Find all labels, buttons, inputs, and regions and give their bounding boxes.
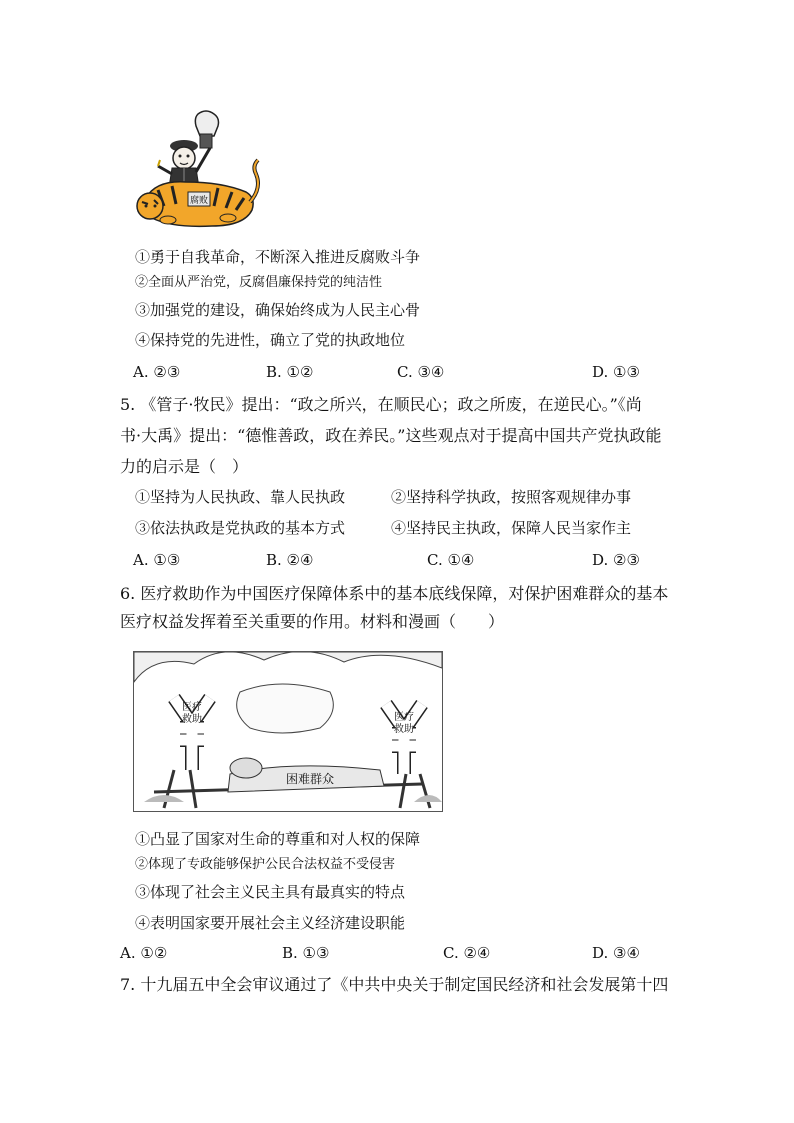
q6-choice-b: B. ①③ [282, 944, 330, 962]
q4-option-3: ③加强党的建设，确保始终成为人民主心骨 [135, 301, 421, 319]
left-figure-label: 医疗救助 [182, 702, 202, 725]
q6-option-2: ②体现了专政能够保护公民合法权益不受侵害 [135, 857, 396, 872]
q5-choice-c: C. ①④ [427, 551, 475, 569]
q4-option-1: ①勇于自我革命，不断深入推进反腐败斗争 [135, 248, 421, 266]
q6-option-4: ④表明国家要开展社会主义经济建设职能 [135, 914, 406, 932]
q5-option-1: ①坚持为人民执政、靠人民执政 [135, 488, 346, 506]
q4-option-4: ④保持党的先进性，确立了党的执政地位 [135, 331, 406, 349]
q5-stem-line3: 力的启示是（ ） [120, 457, 249, 476]
q6-stem-line2: 医疗权益发挥着至关重要的作用。材料和漫画（ ） [120, 612, 505, 631]
tiger-corruption-cartoon [128, 106, 262, 230]
q6-stem-line1: 6. 医疗救助作为中国医疗保障体系中的基本底线保障，对保护困难群众的基本 [120, 584, 669, 603]
q4-choice-a: A. ②③ [133, 363, 181, 381]
medical-aid-cartoon [133, 651, 443, 812]
q5-stem-line2: 书·大禹》提出：“德惟善政，政在养民。”这些观点对于提高中国共产党执政能 [120, 426, 662, 445]
q7-stem-line1: 7. 十九届五中全会审议通过了《中共中央关于制定国民经济和社会发展第十四 [120, 975, 669, 994]
q4-choice-d: D. ①③ [592, 363, 640, 381]
q5-choice-d: D. ②③ [592, 551, 640, 569]
q5-choice-b: B. ②④ [266, 551, 314, 569]
q5-option-3: ③依法执政是党执政的基本方式 [135, 519, 346, 537]
patient-label: 困难群众 [286, 772, 335, 786]
q6-choice-d: D. ③④ [592, 944, 640, 962]
q4-choice-c: C. ③④ [397, 363, 445, 381]
corruption-badge: 腐败 [189, 196, 209, 206]
q5-option-2: ②坚持科学执政，按照客观规律办事 [391, 488, 632, 506]
right-figure-label: 医疗救助 [394, 712, 414, 735]
q5-option-4: ④坚持民主执政，保障人民当家作主 [391, 519, 632, 537]
q5-stem-line1: 5. 《管子·牧民》提出：“政之所兴，在顺民心；政之所废，在逆民心。”《尚 [120, 395, 642, 414]
q4-option-2: ②全面从严治党，反腐倡廉保持党的纯洁性 [135, 275, 383, 290]
q6-choice-c: C. ②④ [443, 944, 491, 962]
q5-choice-a: A. ①③ [133, 551, 181, 569]
q6-option-1: ①凸显了国家对生命的尊重和对人权的保障 [135, 830, 421, 848]
q6-choice-a: A. ①② [120, 944, 168, 962]
q6-option-3: ③体现了社会主义民主具有最真实的特点 [135, 883, 406, 901]
q4-choice-b: B. ①② [266, 363, 314, 381]
